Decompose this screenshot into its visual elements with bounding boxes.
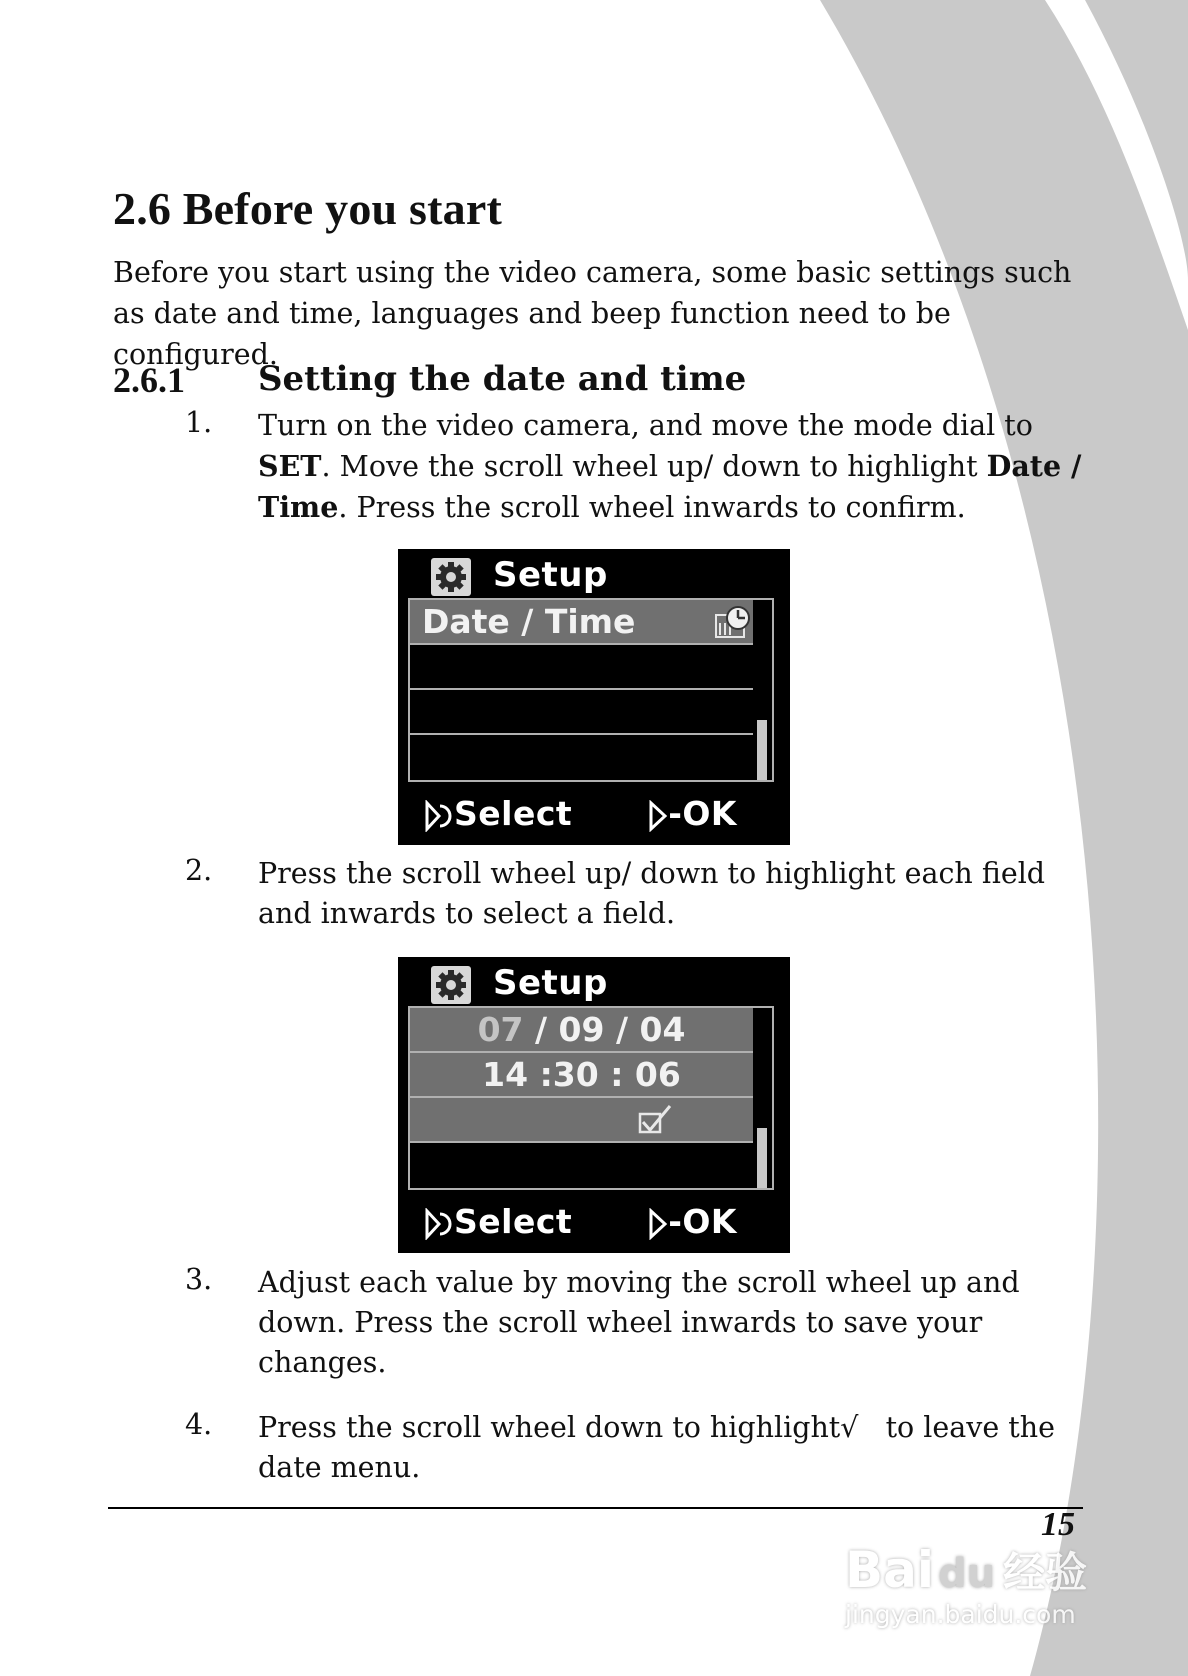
menu-list — [408, 598, 774, 782]
subsection-title: Setting the date and time — [258, 359, 747, 399]
watermark-brand-du: du — [934, 1551, 999, 1597]
scroll-select-icon — [424, 1208, 454, 1240]
menu-item-empty — [410, 645, 753, 690]
step-2-number: 2. — [185, 854, 213, 887]
step-3-number: 3. — [185, 1263, 213, 1296]
step-1-number: 1. — [185, 406, 213, 439]
month-field[interactable]: 07 — [477, 1010, 524, 1049]
press-ok-icon — [648, 800, 668, 832]
watermark-cn: 经验 — [1003, 1548, 1088, 1597]
set-keyword: SET — [258, 449, 322, 483]
scrollbar[interactable] — [754, 1008, 770, 1188]
time-field-row[interactable] — [410, 1053, 753, 1098]
screen-footer: Select -OK — [424, 794, 737, 833]
scrollbar-thumb[interactable] — [757, 1128, 767, 1188]
confirm-row[interactable] — [410, 1098, 753, 1143]
menu-item-empty — [410, 735, 753, 780]
step-4-text: Press the scroll wheel down to highlight√ to leave the date menu. — [258, 1411, 1065, 1484]
menu-item-date-time[interactable] — [410, 600, 753, 645]
date-time-keyword: Date / Time — [258, 449, 1082, 524]
step-2-text: Press the scroll wheel up/ down to highlight each field and inwards to select a field. — [258, 857, 1046, 930]
menu-item-label: Date / Time — [422, 602, 636, 641]
date-time-icon — [715, 605, 751, 639]
baidu-watermark — [845, 1512, 1115, 1632]
watermark-url: jingyan.baidu.com — [845, 1600, 1076, 1629]
check-icon[interactable] — [637, 1104, 673, 1136]
time-field[interactable]: 14 :30 : 06 — [482, 1055, 681, 1094]
intro-paragraph: Before you start using the video camera, some basic settings such as date and time, languages and beep function need to be configured. — [113, 256, 1072, 371]
gear-icon — [430, 965, 472, 1005]
setup-screen-date-time — [398, 549, 790, 845]
screen-title: Setup — [493, 555, 608, 595]
subsection-number: 2.6.1 — [113, 360, 185, 400]
step-3-text: Adjust each value by moving the scroll wheel up and down. Press the scroll wheel inwards to save your changes. — [258, 1266, 1020, 1379]
menu-item-empty — [410, 690, 753, 735]
screen-footer: Select -OK — [424, 1202, 737, 1241]
menu-item-empty — [410, 1143, 753, 1188]
step-4-number: 4. — [185, 1408, 213, 1441]
date-field-row[interactable] — [410, 1008, 753, 1053]
page-number: 15 — [1041, 1506, 1075, 1543]
footer-rule — [108, 1507, 1083, 1509]
date-field[interactable] — [410, 1010, 753, 1049]
menu-list — [408, 1006, 774, 1190]
scroll-select-icon — [424, 800, 454, 832]
scrollbar-thumb[interactable] — [757, 720, 767, 780]
watermark-brand: Bai — [845, 1541, 934, 1599]
step-1-text: Turn on the video camera, and move the mode dial to SET. Move the scroll wheel up/ down to highlight Date / Time. Press the scroll wheel inwards to confirm. — [258, 409, 1082, 524]
section-title: 2.6 Before you start — [113, 183, 502, 234]
scrollbar[interactable] — [754, 600, 770, 780]
gear-icon — [430, 557, 472, 597]
screen-title: Setup — [493, 963, 608, 1003]
setup-screen-date-time-edit — [398, 957, 790, 1253]
day-year-field[interactable]: / 09 / 04 — [523, 1010, 686, 1049]
press-ok-icon — [648, 1208, 668, 1240]
